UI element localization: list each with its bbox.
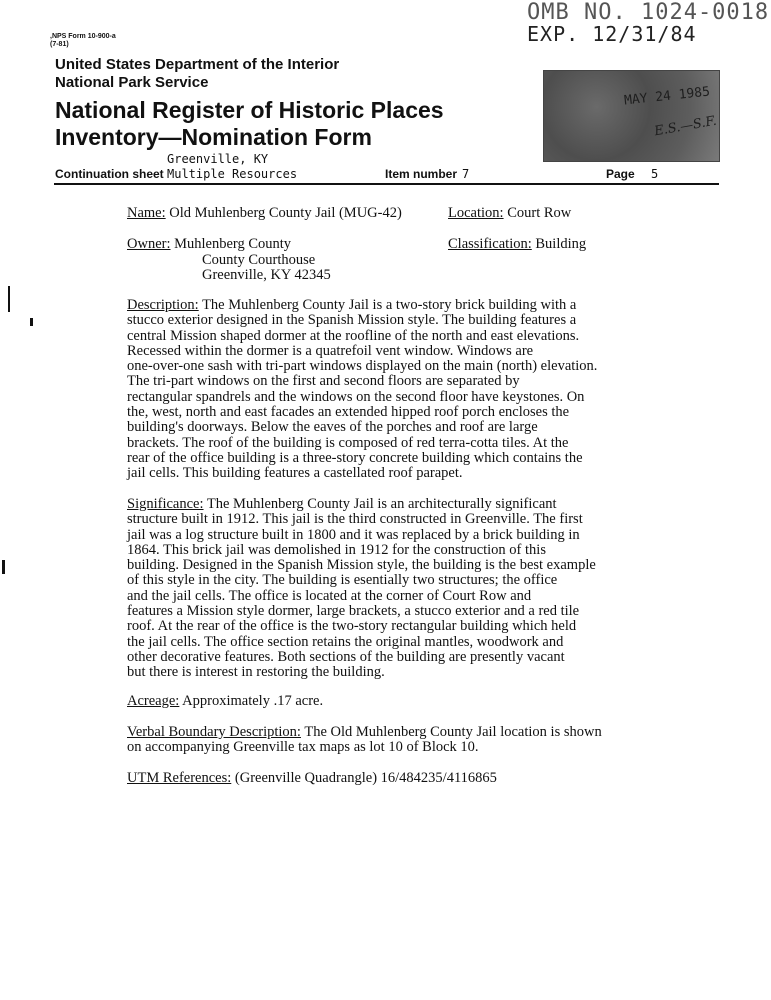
utm-references (127, 771, 497, 786)
description-label: Description: (127, 297, 199, 313)
significance-line: Significance: The Muhlenberg County Jail is an architecturally significant (127, 496, 557, 512)
significance-line: jail was a log structure built in 1800 and it was replaced by a brick building in (127, 526, 580, 543)
owner-line3: Greenville, KY 42345 (202, 267, 331, 283)
form-number-label: ,NPS Form 10-900-a (50, 33, 116, 40)
description-line: stucco exterior designed in the Spanish Mission style. The building features a (127, 312, 577, 329)
description-line: Recessed within the dormer is a quatrefoil vent window. Windows are (127, 342, 534, 359)
location-label: Location: (448, 205, 504, 221)
significance-line: 1864. This brick jail was demolished in 1912 for the construction of this (127, 541, 546, 558)
continuation-sheet-label: Continuation sheet (55, 167, 164, 181)
significance-line: features a Mission style dormer, large brackets, a stucco exterior and a red tile (127, 603, 580, 620)
significance-line: building. Designed in the Spanish Mission style, the building is the best example (127, 557, 596, 574)
page-label: Page (606, 167, 635, 181)
description-line: rectangular spandrels and the windows on the second floor have keystones. On (127, 388, 585, 405)
continuation-sheet-value: Multiple Resources (167, 167, 298, 181)
boundary-line2: on accompanying Greenville tax maps as lot 10 of Block 10. (127, 739, 479, 756)
significance-label: Significance: (127, 496, 204, 512)
expiration-date: EXP. 12/31/84 (527, 22, 697, 46)
description-line: rear of the office building is a three-story concrete building which contains the (127, 449, 583, 466)
received-stamp (543, 70, 720, 162)
significance-line: the jail cells. The office section retains the original mantles, woodwork and (127, 633, 564, 650)
owner-label: Owner: (127, 236, 171, 252)
form-title-line1: National Register of Historic Places (55, 97, 444, 123)
classification-label: Classification: (448, 236, 532, 252)
name-value: Old Muhlenberg County Jail (MUG-42) (169, 205, 402, 221)
boundary-description (127, 725, 677, 756)
significance-section (127, 497, 673, 681)
classification-value: Building (535, 236, 587, 252)
scan-artifact (8, 286, 10, 312)
significance-line: of this style in the city. The building is esentially two structures; the office (127, 572, 558, 589)
name-label: Name: (127, 205, 166, 221)
description-line: brackets. The roof of the building is composed of red terra-cotta tiles. At the (127, 434, 569, 451)
property-name (127, 206, 402, 221)
item-number-value: 7 (462, 167, 470, 181)
location-value: Court Row (507, 205, 572, 221)
owner (127, 237, 291, 252)
form-number (50, 33, 116, 49)
omb-number: OMB NO. 1024-0018 (527, 0, 770, 25)
header-divider (54, 183, 719, 185)
owner-line1: Muhlenberg County (174, 236, 292, 252)
scan-artifact (2, 560, 5, 574)
boundary-line1: The Old Muhlenberg County Jail location is shown (304, 724, 602, 740)
utm-label: UTM References: (127, 770, 232, 786)
acreage-label: Acreage: (127, 693, 180, 709)
description-section (127, 298, 673, 482)
department-name: United States Department of the Interior (55, 56, 340, 73)
acreage-value: Approximately .17 acre. (182, 693, 324, 709)
boundary-label: Verbal Boundary Description: (127, 724, 301, 740)
description-line: building's doorways. Below the eaves of the porches and roof are large (127, 419, 538, 436)
form-title-line2: Inventory—Nomination Form (55, 124, 372, 150)
continuation-location: Greenville, KY (167, 152, 269, 166)
item-number-label: Item number (385, 167, 458, 181)
description-line: Description: The Muhlenberg County Jail is a two-story brick building with a (127, 297, 577, 313)
significance-line: other decorative features. Both sections of the building are presently vacant (127, 648, 565, 665)
stamp-date: MAY 24 1985 (623, 84, 711, 109)
significance-line: roof. At the rear of the office is the two-story rectangular building which held (127, 618, 577, 635)
form-revision: (7-81) (50, 41, 69, 48)
classification (448, 237, 586, 252)
description-line: jail cells. This building features a castellated roof parapet. (127, 465, 463, 482)
scan-artifact (30, 318, 33, 326)
significance-line: but there is interest in restoring the building. (127, 664, 385, 681)
property-location (448, 206, 571, 221)
description-line: central Mission shaped dormer at the roofline of the north and east elevations. (127, 327, 580, 344)
utm-value: (Greenville Quadrangle) 16/484235/4116865 (234, 770, 497, 786)
description-line: one-over-one sash with tri-part windows displayed on the main (north) elevation. (127, 358, 598, 375)
significance-line: and the jail cells. The office is located at the corner of Court Row and (127, 587, 532, 604)
significance-line: structure built in 1912. This jail is the third constructed in Greenville. The first (127, 511, 583, 528)
description-line: The tri-part windows on the first and second floors are separated by (127, 373, 520, 390)
acreage (127, 694, 323, 709)
description-line: the, west, north and east facades an extended hipped roof porch encloses the (127, 404, 570, 421)
service-name: National Park Service (55, 74, 209, 91)
owner-line2: County Courthouse (202, 252, 316, 268)
page-number: 5 (651, 167, 659, 181)
stamp-initials: E.S.—S.F. (653, 113, 718, 140)
